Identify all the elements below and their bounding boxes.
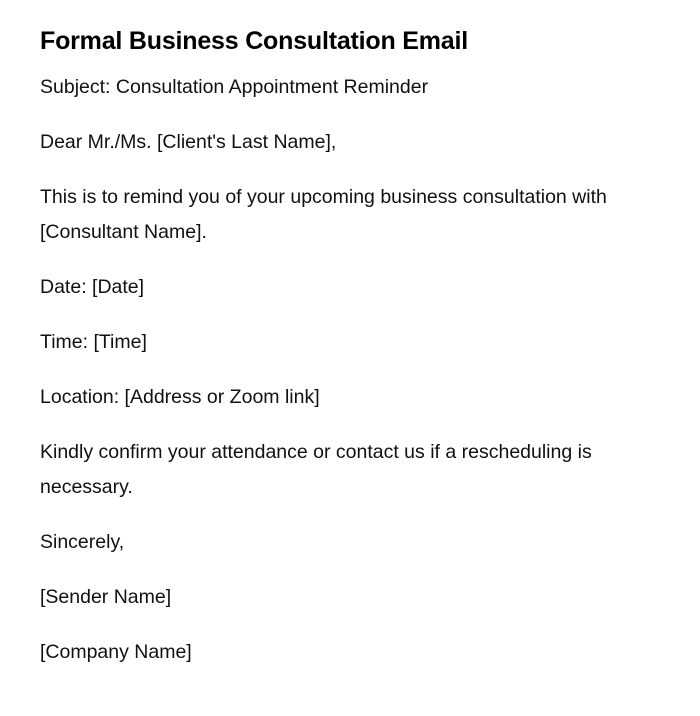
appointment-location-line: Location: [Address or Zoom link] [40,386,320,408]
appointment-date-line: Date: [Date] [40,276,145,298]
email-subject-line: Subject: Consultation Appointment Reminder [40,76,429,98]
email-template-document [40,24,640,690]
email-closing-request: Kindly confirm your attendance or contact us if a rescheduling is necessary. [40,441,592,498]
email-greeting: Dear Mr./Ms. [Client's Last Name], [40,131,337,153]
email-intro-paragraph: This is to remind you of your upcoming business consultation with [Consultant Name]. [40,186,607,243]
sender-name: [Sender Name] [40,586,172,608]
email-sign-off: Sincerely, [40,531,125,553]
appointment-time-line: Time: [Time] [40,331,147,353]
company-name: [Company Name] [40,641,192,663]
document-title: Formal Business Consultation Email [40,27,469,55]
